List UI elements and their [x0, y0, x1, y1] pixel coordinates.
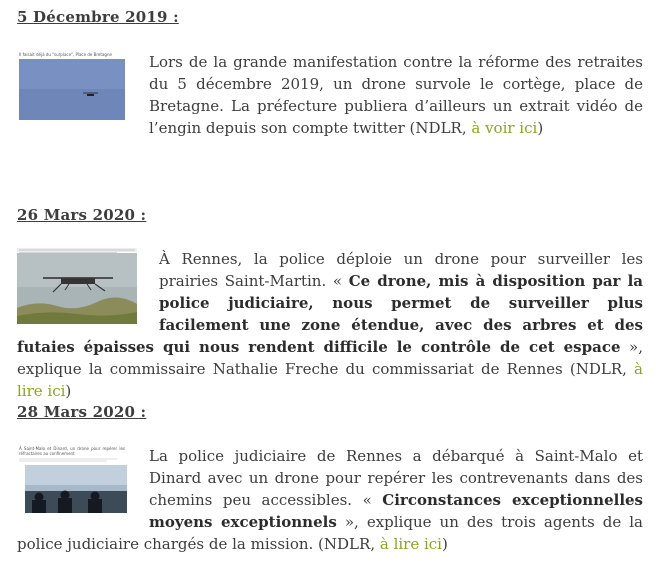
- entry-paragraph: La police judiciaire de Rennes a débarqué à Saint-Malo et Dinard avec un drone pour repérer les contrevenants dans des chemins peu accessibles. « Circonstances exceptionnelles moyens exceptionnels », explique un des trois agents de la police judiciaire chargés de la mission. (NDLR, à lire ici): [17, 447, 644, 553]
- read-here-link[interactable]: à lire ici: [379, 535, 442, 553]
- entry-paragraph: Lors de la grande manifestation contre la réforme des retraites du 5 décembre 2019, un drone survole le cortège, place de Bretagne. La préfecture publiera d’ailleurs un extrait vidéo de l’engin depuis son compte twitter (NDLR, à voir ici): [149, 53, 643, 137]
- date-heading-dec-2019: 5 Décembre 2019 :: [17, 8, 179, 26]
- thumbnail-caption: À Saint-Malo et Dinard, un drone pour repérer les réfractaires au confinement: [19, 446, 125, 456]
- date-heading-mar28-2020: 28 Mars 2020 :: [17, 403, 147, 421]
- police-drone-thumbnail[interactable]: [17, 248, 137, 324]
- date-heading-mar26-2020: 26 Mars 2020 :: [17, 206, 147, 224]
- saint-malo-thumbnail[interactable]: [17, 445, 127, 515]
- entry-dec-2019: [17, 51, 643, 139]
- entry-mar28-2020: [17, 445, 643, 555]
- quote-bold: Circonstances exceptionnelles moyens exceptionnels: [149, 491, 644, 531]
- see-here-link[interactable]: à voir ici: [471, 119, 538, 137]
- entry-paragraph: À Rennes, la police déploie un drone pour surveiller les prairies Saint-Martin. « Ce drone, mis à disposition par la police judiciaire, nous permet de surveiller plus facilement une zone étendue, avec des arbres et des futaies épaisses qui nous rendent difficile le contrôle de cet espace », explique la commissaire Nathalie Freche du commissariat de Rennes (NDLR, à lire ici): [17, 250, 643, 400]
- entry-mar26-2020: [17, 248, 643, 402]
- quote-bold: Ce drone, mis à disposition par la police judiciaire, nous permet de surveiller plus facilement une zone étendue, avec des arbres et des futaies épaisses qui nous rendent difficile le contrôle de cet espace: [17, 272, 643, 356]
- read-here-link[interactable]: à lire ici: [17, 360, 643, 400]
- thumbnail-caption: Il faisait déjà du "surplace", Place de Bretagne: [19, 52, 112, 57]
- drone-sky-thumbnail[interactable]: [17, 51, 127, 121]
